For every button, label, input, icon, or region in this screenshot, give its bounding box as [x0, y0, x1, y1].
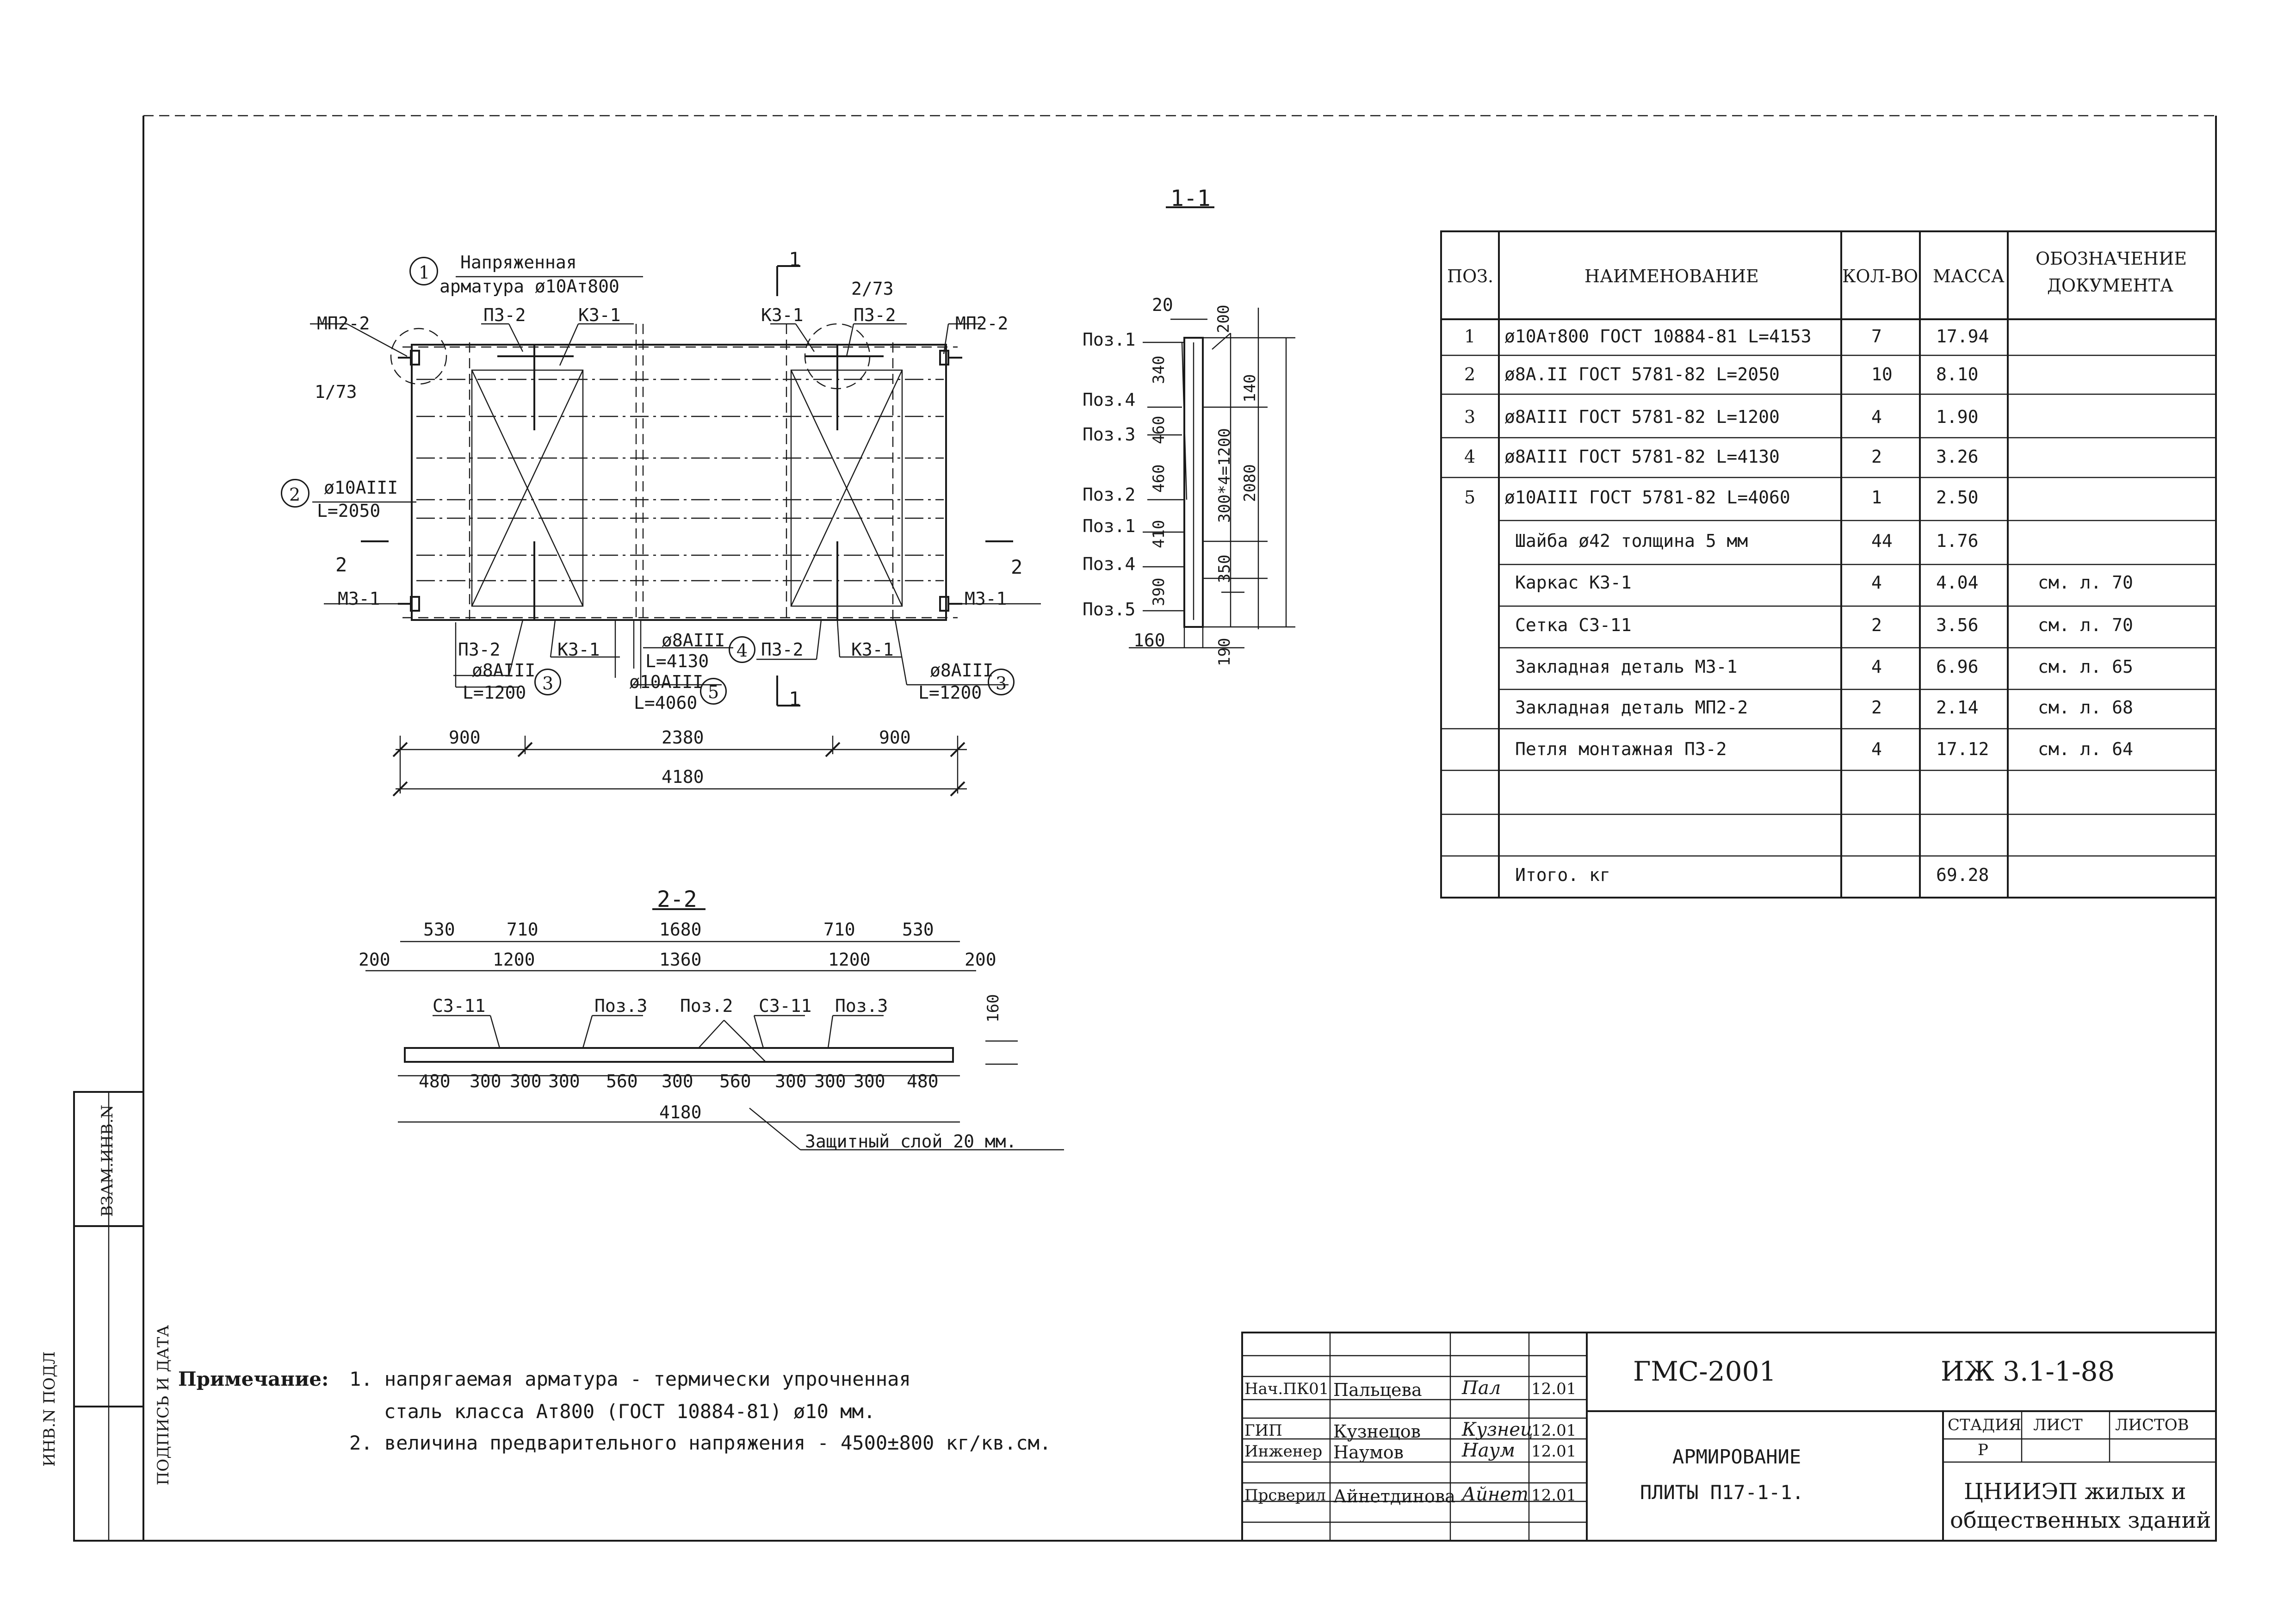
spec-cell-qty: 2: [1871, 446, 1882, 467]
s11-dim-160: 160: [1133, 630, 1165, 651]
s11-dim-140: 140: [1241, 374, 1259, 403]
s22-mid-200a: 200: [359, 949, 390, 970]
spec-cell-mass: 8.10: [1936, 364, 1979, 384]
tb-org-1: ЦНИИЭП жилых и: [1964, 1479, 2186, 1505]
callout-circle-4: [729, 636, 755, 663]
tb-person-sign: Айнет: [1462, 1484, 1529, 1505]
spec-cell-name: Закладная деталь М3-1: [1515, 657, 1738, 677]
spec-header-mass: МАССА: [1933, 266, 2005, 286]
side-stamp-inv-podl: ИНВ.N ПОДЛ: [40, 1351, 59, 1467]
bar-3-left-label: ø8АIII: [472, 660, 536, 681]
tb-person-name: Кузнецов: [1333, 1421, 1421, 1442]
callout-2-number: 2: [289, 484, 301, 505]
s11-dim-460a: 460: [1150, 415, 1168, 444]
callout-1-text: Напряженная: [460, 252, 577, 273]
tb-person-date: 12.01: [1531, 1380, 1577, 1398]
spec-header-doc1: ОБОЗНАЧЕНИЕ: [2036, 248, 2187, 269]
spec-cell-mass: 3.26: [1936, 446, 1979, 467]
spec-cell-pos: 2: [1464, 364, 1476, 384]
callout-circle-3-right: [988, 669, 1015, 695]
tb-person-sign: Пал: [1462, 1377, 1501, 1399]
bar-4-label: ø8АIII: [662, 630, 725, 651]
spec-cell-name: ø8АIII ГОСТ 5781-82 L=4130: [1504, 446, 1780, 467]
tb-person-role: Нач.ПК01: [1244, 1380, 1329, 1398]
spec-cell-mass: 1.76: [1936, 531, 1979, 551]
bar-3-right-label: ø8АIII: [930, 660, 994, 681]
s11-poz5: Поз.5: [1083, 599, 1136, 620]
spec-cell-qty: 10: [1871, 364, 1893, 384]
spec-cell-doc: см. л. 70: [2038, 615, 2133, 635]
spec-cell-pos: 4: [1464, 446, 1476, 467]
cut-2-right: 2: [1011, 556, 1023, 578]
s22-b-480b: 480: [907, 1071, 939, 1091]
spec-cell-qty: 4: [1871, 739, 1882, 759]
spec-cell-qty: 4: [1871, 657, 1882, 677]
s11-dim-190: 190: [1215, 638, 1234, 666]
tb-stage-value: Р: [1978, 1441, 1988, 1459]
s22-s3-left: С3-11: [433, 996, 486, 1016]
ref-2-73: 2/73: [851, 279, 894, 299]
tb-person-name: Наумов: [1333, 1442, 1404, 1463]
s22-dim-160: 160: [984, 994, 1003, 1023]
tb-org-2: общественных зданий: [1950, 1507, 2211, 1533]
bar-5-label: ø10АIII: [629, 672, 704, 692]
tb-person-date: 12.01: [1531, 1486, 1577, 1505]
s22-b-300f: 300: [814, 1071, 846, 1091]
spec-cell-mass: 3.56: [1936, 615, 1979, 635]
spec-cell-qty: 2: [1871, 697, 1882, 718]
bar-4-length: L=4130: [645, 651, 709, 671]
s22-b-300e: 300: [775, 1071, 807, 1091]
s22-mid-1200a: 1200: [493, 949, 535, 970]
spec-cell-mass: 69.28: [1936, 865, 1989, 885]
spec-cell-qty: 2: [1871, 615, 1882, 635]
callout-circle-3-left: [534, 669, 561, 695]
spec-cell-name: ø8АIII ГОСТ 5781-82 L=1200: [1504, 407, 1780, 427]
s11-poz3: Поз.3: [1083, 424, 1136, 445]
tb-code: ГМС-2001: [1633, 1356, 1776, 1387]
s22-poz2: Поз.2: [680, 996, 733, 1016]
callout-circle-2: [281, 479, 309, 508]
s22-b-560a: 560: [606, 1071, 638, 1091]
tb-person-date: 12.01: [1531, 1421, 1577, 1440]
k3-bottom-left-label: К3-1: [557, 639, 600, 660]
spec-cell-name: Шайба ø42 толщина 5 мм: [1515, 531, 1748, 551]
tb-person-name: Айнетдинова: [1333, 1486, 1455, 1506]
spec-cell-doc: см. л. 70: [2038, 572, 2133, 593]
spec-cell-qty: 1: [1871, 487, 1882, 508]
notes-line-1b: сталь класса Ат800 (ГОСТ 10884-81) ø10 мм.: [384, 1400, 876, 1423]
spec-cell-pos: 5: [1464, 487, 1476, 508]
side-stamp-vzam: ВЗАМ.ИНВ.N: [98, 1104, 117, 1217]
spec-cell-doc: см. л. 64: [2038, 739, 2133, 759]
spec-cell-name: Закладная деталь МП2-2: [1515, 697, 1748, 718]
dim-2380: 2380: [662, 727, 704, 748]
bar-3-right-length: L=1200: [918, 682, 982, 703]
spec-cell-mass: 6.96: [1936, 657, 1979, 677]
spec-header-qty: КОЛ-ВО: [1842, 266, 1918, 286]
callout-1-number: 1: [419, 262, 430, 283]
spec-header-name: НАИМЕНОВАНИЕ: [1584, 266, 1759, 286]
s11-poz4-top: Поз.4: [1083, 390, 1136, 410]
k3-top-right-label: К3-1: [761, 305, 804, 325]
spec-cell-qty: 4: [1871, 407, 1882, 427]
tb-person-role: ГИП: [1244, 1421, 1282, 1440]
p3-top-left-label: П3-2: [483, 305, 526, 325]
s11-dim-460b: 460: [1150, 464, 1168, 493]
s22-mid-1360: 1360: [659, 949, 702, 970]
s22-poz3-left: Поз.3: [594, 996, 648, 1016]
spec-cell-doc: см. л. 65: [2038, 657, 2133, 677]
bar-3-left-length: L=1200: [463, 682, 526, 703]
tb-person-sign: Кузнец: [1462, 1419, 1533, 1440]
tb-title-2: ПЛИТЫ П17-1-1.: [1640, 1481, 1804, 1504]
callout-1-text2: арматура ø10Ат800: [439, 276, 619, 297]
bar-4-number: 4: [736, 640, 748, 661]
s22-b-480a: 480: [419, 1071, 451, 1091]
callout-2-text2: L=2050: [317, 501, 381, 521]
s22-mid-200b: 200: [965, 949, 996, 970]
cut-1-top: 1: [789, 248, 801, 271]
s22-b-560b: 560: [719, 1071, 751, 1091]
s22-cover-note: Защитный слой 20 мм.: [805, 1131, 1017, 1152]
spec-header-pos: ПОЗ.: [1447, 266, 1494, 286]
mp-right-label: МП2-2: [955, 313, 1009, 334]
s11-dim-2080: 2080: [1241, 464, 1259, 502]
spec-header-doc2: ДОКУМЕНТА: [2047, 275, 2173, 296]
dim-900-right: 900: [879, 727, 911, 748]
cut-2-left: 2: [335, 553, 347, 576]
k3-top-left-label: К3-1: [578, 305, 621, 325]
spec-cell-mass: 2.50: [1936, 487, 1979, 508]
spec-cell-mass: 2.14: [1936, 697, 1979, 718]
notes-label: Примечание:: [178, 1368, 329, 1390]
tb-series: ИЖ 3.1-1-88: [1941, 1356, 2115, 1387]
section-2-2-view: [365, 909, 1064, 1150]
s22-s3-right: С3-11: [759, 996, 812, 1016]
s11-dim-200: 200: [1214, 304, 1233, 333]
tb-person-role: Прсверил: [1244, 1486, 1326, 1505]
spec-cell-mass: 1.90: [1936, 407, 1979, 427]
cut-1-bottom: 1: [789, 688, 801, 710]
p3-top-right-label: П3-2: [854, 305, 896, 325]
s22-b-300c: 300: [548, 1071, 580, 1091]
s22-poz3-right: Поз.3: [835, 996, 888, 1016]
m3-right-label: М3-1: [965, 589, 1007, 609]
spec-cell-qty: 4: [1871, 572, 1882, 593]
mp-left-label: МП2-2: [317, 313, 370, 334]
s22-top-530a: 530: [423, 919, 455, 940]
s11-dim-410: 410: [1150, 520, 1168, 548]
s11-poz4-mid: Поз.4: [1083, 554, 1136, 574]
s22-top-710b: 710: [823, 919, 855, 940]
spec-cell-name: Сетка С3-11: [1515, 615, 1632, 635]
s22-b-300b: 300: [510, 1071, 542, 1091]
s11-dim-1200: 300*4=1200: [1215, 428, 1234, 523]
spec-cell-mass: 17.12: [1936, 739, 1989, 759]
k3-bottom-right-label: К3-1: [851, 639, 894, 660]
spec-cell-doc: см. л. 68: [2038, 697, 2133, 718]
bar-3-right-number: 3: [996, 673, 1007, 694]
m3-left-label: М3-1: [338, 589, 380, 609]
s22-b-300d: 300: [662, 1071, 693, 1091]
s22-total-4180: 4180: [659, 1102, 702, 1122]
s22-top-530b: 530: [902, 919, 934, 940]
s22-top-1680: 1680: [659, 919, 702, 940]
tb-person-role: Инженер: [1244, 1442, 1323, 1461]
s11-dim-390: 390: [1150, 577, 1168, 606]
s22-mid-1200b: 1200: [828, 949, 871, 970]
spec-cell-name: Петля монтажная П3-2: [1515, 739, 1727, 759]
s11-poz1-mid: Поз.1: [1083, 516, 1136, 536]
dim-900-left: 900: [449, 727, 481, 748]
spec-cell-name: ø8А.II ГОСТ 5781-82 L=2050: [1504, 364, 1780, 384]
tb-title-1: АРМИРОВАНИЕ: [1672, 1445, 1801, 1468]
spec-cell-qty: 44: [1871, 531, 1893, 551]
s11-dim-350: 350: [1215, 554, 1234, 583]
notes-line-1: 1. напрягаемая арматура - термически упрочненная: [349, 1368, 911, 1390]
bar-3-left-number: 3: [542, 673, 554, 694]
callout-circle-1: [409, 257, 438, 285]
spec-cell-pos: 3: [1464, 407, 1476, 427]
spec-cell-qty: 7: [1871, 326, 1882, 347]
s11-poz1-top: Поз.1: [1083, 329, 1136, 350]
callout-2-text: ø10АIII: [324, 477, 398, 498]
spec-cell-mass: 4.04: [1936, 572, 1979, 593]
bar-5-number: 5: [708, 682, 719, 702]
tb-sheets-header: ЛИСТОВ: [2115, 1416, 2189, 1434]
tb-person-name: Пальцева: [1333, 1380, 1422, 1400]
spec-cell-name: ø10Ат800 ГОСТ 10884-81 L=4153: [1504, 326, 1812, 347]
notes-line-2: 2. величина предварительного напряжения - 4500±800 кг/кв.см.: [349, 1432, 1052, 1454]
section-1-1-title: 1-1: [1170, 186, 1211, 211]
s22-top-710a: 710: [507, 919, 538, 940]
tb-person-sign: Наум: [1462, 1440, 1516, 1461]
s11-dim-340: 340: [1150, 355, 1168, 384]
ref-1-73: 1/73: [315, 382, 357, 402]
spec-cell-name: ø10АIII ГОСТ 5781-82 L=4060: [1504, 487, 1790, 508]
s22-b-300a: 300: [470, 1071, 501, 1091]
s22-b-300g: 300: [854, 1071, 885, 1091]
tb-person-date: 12.01: [1531, 1442, 1577, 1461]
section-2-2-title: 2-2: [657, 886, 697, 912]
bar-5-length: L=4060: [634, 693, 698, 713]
s11-dim-20: 20: [1152, 295, 1173, 315]
spec-cell-name: Итого. кг: [1515, 865, 1610, 885]
callout-circle-5: [700, 678, 727, 705]
spec-cell-name: Каркас К3-1: [1515, 572, 1632, 593]
side-stamp-podpis: ПОДПИСЬ И ДАТА: [154, 1325, 173, 1486]
dim-4180: 4180: [662, 767, 704, 787]
tb-sheet-header: ЛИСТ: [2033, 1416, 2083, 1434]
spec-cell-pos: 1: [1464, 326, 1476, 347]
p3-bottom-left-label: П3-2: [458, 639, 501, 660]
s11-poz2: Поз.2: [1083, 484, 1136, 505]
tb-stage-header: СТАДИЯ: [1948, 1416, 2022, 1434]
p3-bottom-right-label: П3-2: [761, 639, 804, 660]
spec-cell-mass: 17.94: [1936, 326, 1989, 347]
